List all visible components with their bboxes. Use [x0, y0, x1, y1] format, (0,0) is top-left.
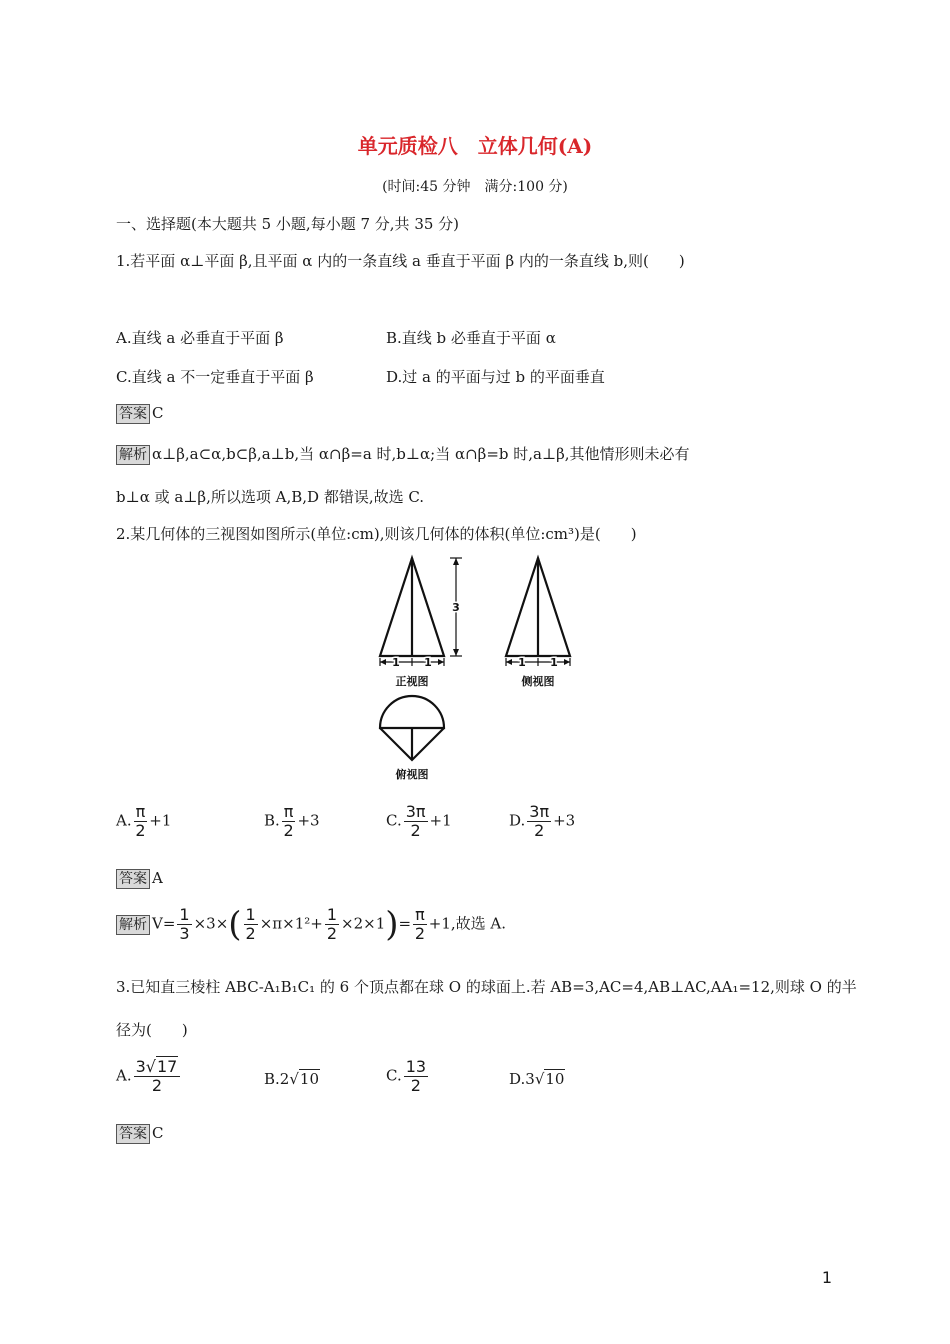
q3-answer — [116, 1124, 163, 1144]
q3-option-d: D.3√10 — [509, 1070, 565, 1088]
three-view-figure — [370, 552, 580, 787]
dim-side-left: 1 — [518, 656, 526, 669]
q3-option-b: B.2√10 — [264, 1070, 319, 1088]
answer-tag: 答案 — [116, 1124, 150, 1144]
dim-height-label: 3 — [452, 601, 460, 614]
q1-answer-value: C — [152, 404, 164, 422]
answer-tag: 答案 — [116, 869, 150, 889]
top-view-shape — [380, 696, 444, 760]
q3-stem-line1: 3.已知直三棱柱 ABC-A₁B₁C₁ 的 6 个顶点都在球 O 的球面上.若 AB=3,AC=4,AB⊥AC,AA₁=12,则球 O 的半 — [116, 978, 857, 996]
page-number: 1 — [821, 1268, 832, 1287]
q2-option-c: C. $\frac{3\pi}{2}$ +1 — [386, 802, 452, 840]
q1-stem: 1.若平面 α⊥平面 β,且平面 α 内的一条直线 a 垂直于平面 β 内的一条直线 b,则( ) — [116, 252, 685, 270]
dim-front-right: 1 — [424, 656, 432, 669]
analysis-tag: 解析 — [116, 915, 150, 935]
q1-analysis — [116, 443, 690, 465]
q2-option-a: A. $\frac{\pi}{2}$ +1 — [116, 802, 172, 840]
q2-option-d: D. $\frac{3\pi}{2}$ +3 — [509, 802, 576, 840]
q3-answer-value: C — [152, 1124, 164, 1142]
q1-option-c: C.直线 a 不一定垂直于平面 β — [116, 368, 314, 386]
q3-stem-line2: 径为( ) — [116, 1021, 188, 1039]
dim-side-right: 1 — [550, 656, 558, 669]
analysis-tag: 解析 — [116, 445, 150, 465]
q2-option-b: B. $\frac{\pi}{2}$ +3 — [264, 802, 320, 840]
answer-tag: 答案 — [116, 404, 150, 424]
q3-option-c: C. $\frac{13}{2}$ — [386, 1057, 427, 1095]
q3-option-a: A. $\frac{3√17}{2}$ — [116, 1058, 182, 1095]
section-heading: 一、选择题(本大题共 5 小题,每小题 7 分,共 35 分) — [116, 215, 460, 233]
q2-analysis: 解析 V= $\frac{1}{3}$ ×3×( $\frac{1}{2}$ ×π×1²+ $\frac{1}{2}$ ×2×1)= $\frac{\pi}{2}$ +1,故选 A. — [116, 906, 506, 943]
q1-option-a: A.直线 a 必垂直于平面 β — [116, 329, 284, 347]
q2-stem: 2.某几何体的三视图如图所示(单位:cm),则该几何体的体积(单位:cm³)是( ) — [116, 525, 637, 543]
q1-analysis-line1: α⊥β,a⊂α,b⊂β,a⊥b,当 α∩β=a 时,b⊥α;当 α∩β=b 时,a⊥β,其他情形则未必有 — [152, 445, 690, 463]
front-view-label: 正视图 — [395, 675, 429, 688]
top-view-label: 俯视图 — [395, 768, 429, 781]
dim-front-left: 1 — [392, 656, 400, 669]
page-subtitle: (时间:45 分钟 满分:100 分) — [382, 179, 568, 195]
page-title: 单元质检八 立体几何(A) — [357, 134, 593, 158]
q1-option-d: D.过 a 的平面与过 b 的平面垂直 — [386, 368, 605, 386]
q2-answer-value: A — [152, 869, 163, 887]
side-view-label: 侧视图 — [521, 675, 555, 688]
q1-analysis-line2: b⊥α 或 a⊥β,所以选项 A,B,D 都错误,故选 C. — [116, 488, 425, 506]
q1-answer — [116, 404, 163, 424]
q2-answer — [116, 869, 163, 889]
q1-option-b: B.直线 b 必垂直于平面 α — [386, 329, 556, 347]
